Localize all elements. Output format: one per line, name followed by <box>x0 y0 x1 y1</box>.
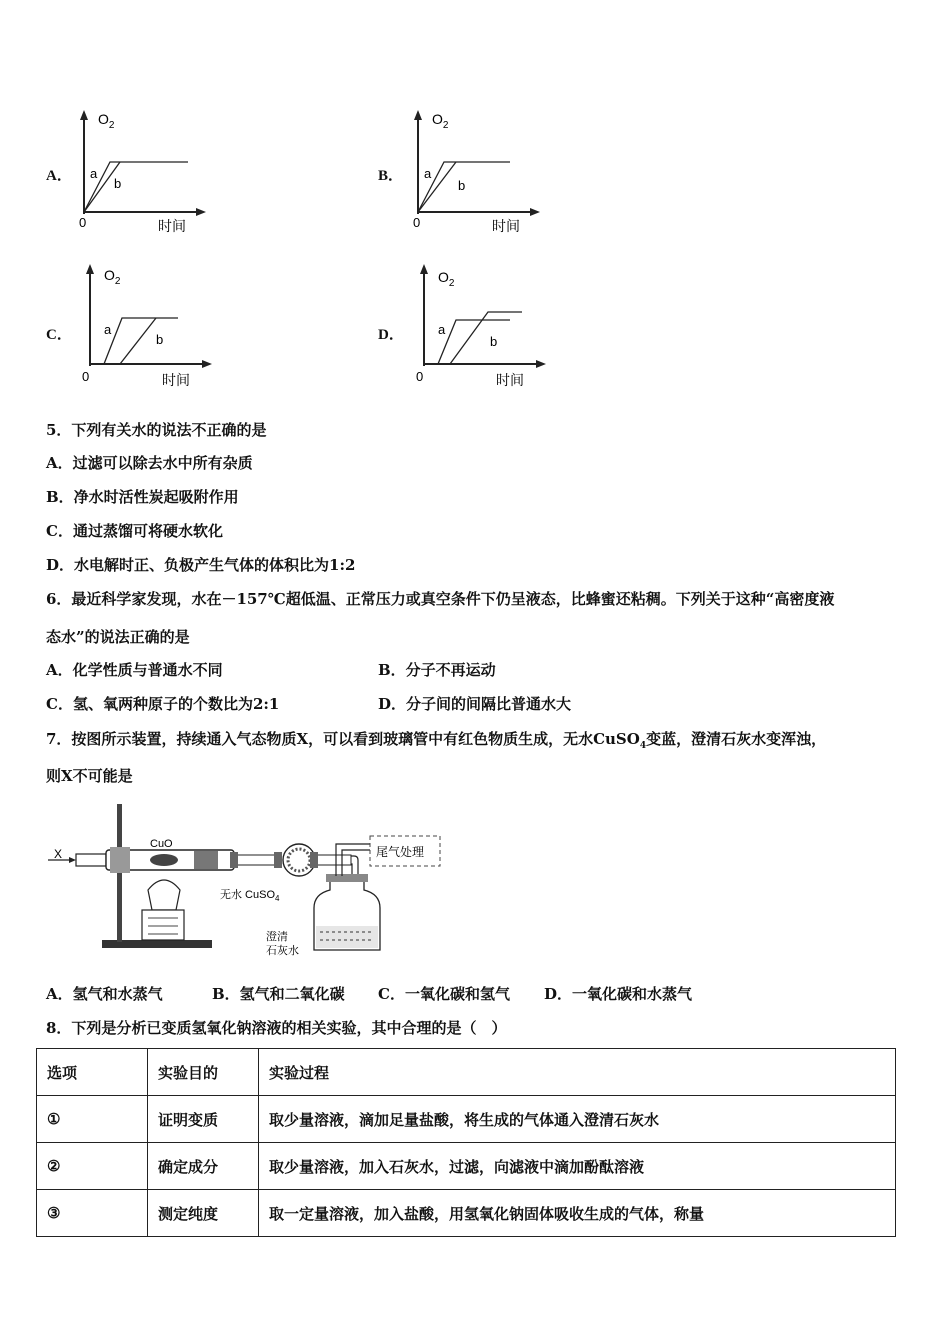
origin-label: 0 <box>413 215 421 230</box>
x-axis-label: 时间 <box>496 372 524 388</box>
limewater <box>316 926 378 948</box>
label-b: b <box>156 332 164 347</box>
label-b: b <box>458 178 466 193</box>
label-a: a <box>90 166 98 181</box>
y-axis-label: $O_2$ <box>438 269 455 289</box>
origin-label: 0 <box>82 369 90 384</box>
burner-block <box>142 910 184 940</box>
inlet-arrow-icon <box>69 857 76 863</box>
x-axis-arrow-icon <box>202 360 212 368</box>
option-a-label: A． <box>46 168 72 184</box>
connector <box>234 855 278 865</box>
header-option: 选项 <box>37 1049 148 1096</box>
table-header-row <box>37 1049 896 1096</box>
table-row <box>37 1190 896 1237</box>
option-d-label: D． <box>378 327 404 343</box>
row-purpose: 证明变质 <box>148 1096 259 1143</box>
q8-stem: 8．下列是分析已变质氢氧化钠溶液的相关实验，其中合理的是（ ） <box>46 1019 507 1037</box>
q6-stem-line1: 6．最近科学家发现，水在－157℃超低温、正常压力或真空条件下仍呈液态，比蜂蜜还粘稠。下列关于这种“高密度液 <box>46 590 835 608</box>
row-purpose: 确定成分 <box>148 1143 259 1190</box>
flame <box>148 880 180 910</box>
line-a <box>438 320 510 364</box>
row-id: ③ <box>37 1190 148 1237</box>
origin-label: 0 <box>79 215 87 230</box>
cuso4-label: 无水 CuSO$_4$ <box>220 889 280 903</box>
table-row <box>37 1143 896 1190</box>
y-axis-label: $O_2$ <box>104 267 121 287</box>
q7-stem-line2: 则X不可能是 <box>46 767 133 785</box>
line-a <box>84 162 188 212</box>
q7-stem-line1: 7．按图所示装置，持续通入气态物质X，可以看到玻璃管中有红色物质生成，无水CuSO$_4$变蓝，澄清石灰水变浑浊， <box>46 730 827 751</box>
limewater-label-2: 石灰水 <box>266 945 299 957</box>
graph-a <box>70 108 220 238</box>
bottle-stopper <box>326 874 368 882</box>
cuo-label: CuO <box>150 838 173 850</box>
q5-stem: 5．下列有关水的说法不正确的是 <box>46 421 267 439</box>
x-axis-label: 时间 <box>162 372 190 388</box>
cuo-sample <box>150 854 178 866</box>
y-axis-label: $O_2$ <box>432 111 449 131</box>
q7-option-b: B．氢气和二氧化碳 <box>212 985 345 1003</box>
x-axis-arrow-icon <box>196 208 206 216</box>
clamp-right <box>194 851 218 869</box>
y-axis-arrow-icon <box>80 110 88 120</box>
q7-option-c: C．一氧化碳和氢气 <box>378 985 510 1003</box>
q5-option-c: C．通过蒸馏可将硬水软化 <box>46 522 223 540</box>
y-axis-label: $O_2$ <box>98 111 115 131</box>
q6-stem-line2: 态水”的说法正确的是 <box>46 628 190 646</box>
joint <box>274 852 282 868</box>
y-axis-arrow-icon <box>420 264 428 274</box>
q6-option-a: A．化学性质与普通水不同 <box>46 661 223 679</box>
q5-option-b: B．净水时活性炭起吸附作用 <box>46 488 239 506</box>
connector <box>315 855 351 865</box>
x-axis-arrow-icon <box>530 208 540 216</box>
line-a <box>104 318 178 364</box>
row-procedure: 取少量溶液，加入石灰水，过滤，向滤液中滴加酚酞溶液 <box>259 1143 896 1190</box>
origin-label: 0 <box>416 369 424 384</box>
label-a: a <box>424 166 432 181</box>
row-procedure: 取少量溶液，滴加足量盐酸，将生成的气体通入澄清石灰水 <box>259 1096 896 1143</box>
header-purpose: 实验目的 <box>148 1049 259 1096</box>
row-purpose: 测定纯度 <box>148 1190 259 1237</box>
row-id: ① <box>37 1096 148 1143</box>
y-axis-arrow-icon <box>86 264 94 274</box>
y-axis-arrow-icon <box>414 110 422 120</box>
graph-b <box>404 108 554 238</box>
graph-c <box>76 262 226 392</box>
row-id: ② <box>37 1143 148 1190</box>
q5-option-a: A．过滤可以除去水中所有杂质 <box>46 454 253 472</box>
x-axis-arrow-icon <box>536 360 546 368</box>
inlet-label: X <box>54 847 63 861</box>
q5-option-d: D．水电解时正、负极产生气体的体积比为1:2 <box>46 556 356 574</box>
limewater-label-1: 澄清 <box>266 931 288 943</box>
inlet-stopper <box>76 854 106 866</box>
header-procedure: 实验过程 <box>259 1049 896 1096</box>
x-axis-label: 时间 <box>492 218 520 234</box>
row-procedure: 取一定量溶液，加入盐酸，用氢氧化钠固体吸收生成的气体，称量 <box>259 1190 896 1237</box>
table-row <box>37 1096 896 1143</box>
joint <box>310 852 318 868</box>
q7-option-d: D．一氧化碳和水蒸气 <box>544 985 693 1003</box>
joint <box>230 852 238 868</box>
x-axis-label: 时间 <box>158 218 186 234</box>
q6-option-d: D．分子间的间隔比普通水大 <box>378 695 572 713</box>
clamp <box>110 847 130 873</box>
q6-option-b: B．分子不再运动 <box>378 661 496 679</box>
q6-option-c: C．氢、氧两种原子的个数比为2:1 <box>46 695 280 713</box>
option-b-label: B． <box>378 168 404 184</box>
label-a: a <box>104 322 112 337</box>
option-c-label: C． <box>46 327 72 343</box>
label-b: b <box>114 176 122 191</box>
q7-option-a: A．氢气和水蒸气 <box>46 985 163 1003</box>
label-b: b <box>490 334 498 349</box>
apparatus-diagram <box>44 800 454 960</box>
q8-table <box>36 1048 896 1237</box>
tail-gas-label: 尾气处理 <box>376 845 425 859</box>
label-a: a <box>438 322 446 337</box>
graph-d <box>410 262 560 392</box>
line-b <box>120 318 156 364</box>
